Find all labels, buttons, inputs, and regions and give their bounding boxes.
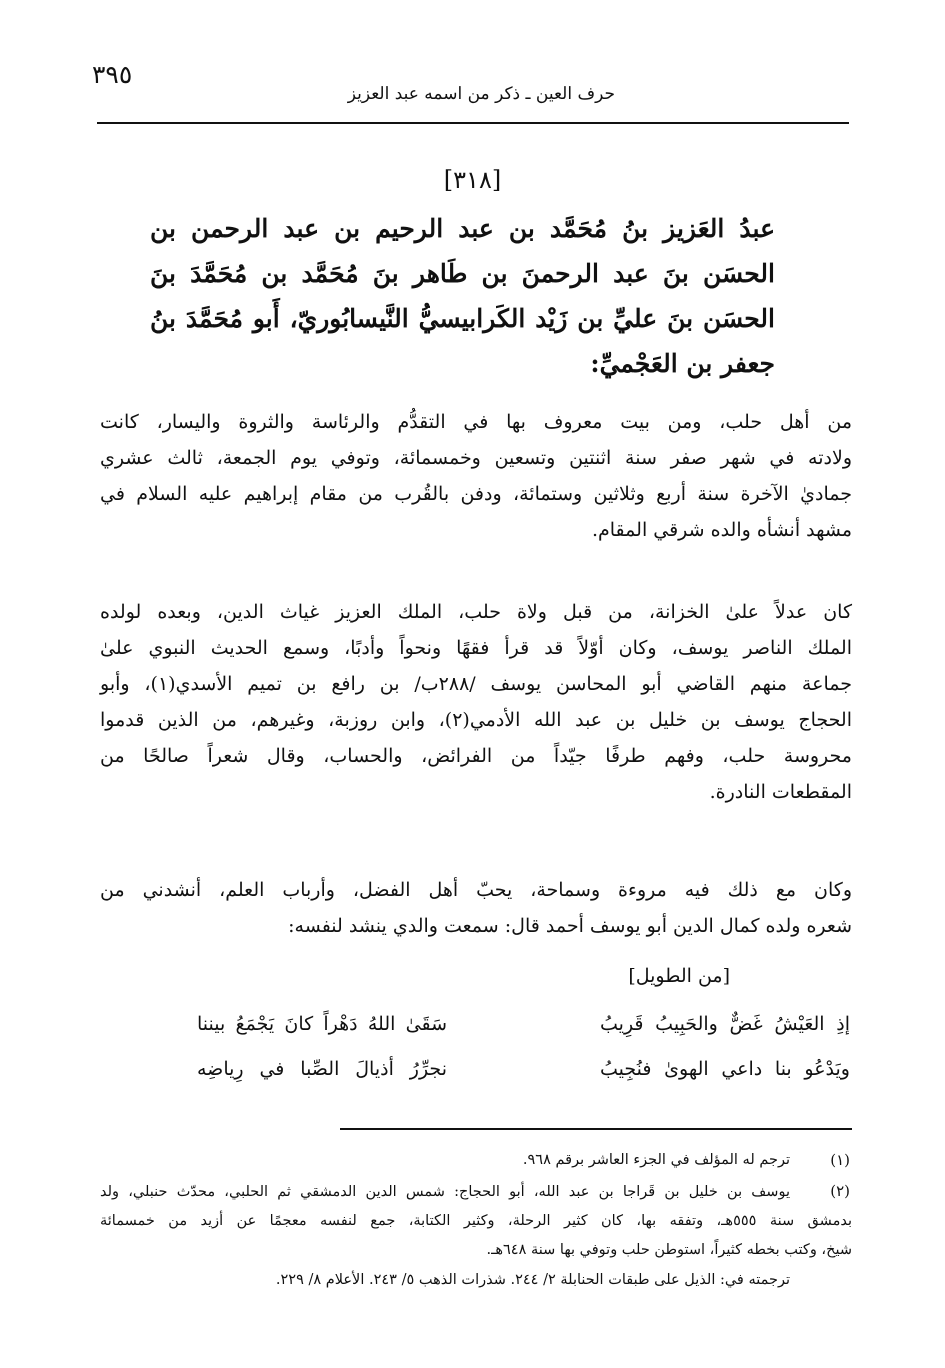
footnote-1-mark: (١) (830, 1151, 850, 1169)
entry-title-line: الحسَن بنَ عبد الرحمنَ بن طَاهر بنَ مُحَمَّد بن مُحَمَّدَ بنَ (150, 259, 775, 288)
text-line: ولادته في شهر صفر سنة اثنتين وتسعين وخمسمائة، وتوفي يوم الجمعة، ثالث عشري (100, 447, 852, 469)
verse-2-second-hemistich (600, 1058, 850, 1080)
hemistich-text: نجرِّرُ أذيالَ الصِّبا في رِياضِه (197, 1058, 447, 1080)
footnote-2-line: بدمشق سنة ٥٥٥هـ، وتفقه بها، كان كثير الرحلة، وكثير الكتابة، جمع لنفسه معجمًا عن أزيد من خمسمائة (100, 1213, 852, 1229)
hemistich-text: ويَدْعُو بنا داعي الهوىٰ فنُجِيبُ (600, 1058, 850, 1080)
verse-2-first-hemistich (197, 1058, 447, 1080)
running-head: حرف العين ـ ذكر من اسمه عبد العزيز (347, 84, 615, 104)
verse-1-first-hemistich (197, 1013, 447, 1035)
text-line: كان عدلاً علىٰ الخزانة، من قبل ولاة حلب، الملك العزيز غياث الدين، وبعده لولده (100, 601, 852, 623)
entry-number: [٣١٨] (443, 166, 502, 194)
footnote-2-line: يوسف بن خليل بن قَراجا بن عبد الله، أبو الحجاج: شمس الدين الدمشقي ثم الحلبي، محدّث حنبلي، ولد (100, 1184, 790, 1200)
poem-meter: [من الطويل] (628, 965, 730, 987)
text-line: وكان مع ذلك فيه مروءة وسماحة، يحبّ أهل الفضل، وأرباب العلم، أنشدني من (100, 879, 852, 901)
entry-title-line: جعفر بن العَجْميِّ: (590, 349, 775, 378)
page-number: ٣٩٥ (92, 60, 133, 89)
hemistich-text: إذِ العَيْشُ غَضٌّ والحَبِيبُ قَرِيبُ (600, 1013, 850, 1035)
paragraph-career (100, 594, 852, 810)
footnote-2-line: ترجمته في: الذيل على طبقات الحنابلة ٢/ ٢٤٤. شذرات الذهب ٥/ ٢٤٣. الأعلام ٨/ ٢٢٩. (275, 1272, 790, 1288)
footnote-rule (340, 1128, 852, 1130)
text-line: شعره ولده كمال الدين أبو يوسف أحمد قال: سمعت والدي ينشد لنفسه: (288, 915, 852, 937)
text-line: محروسة حلب، وفهم طرفًا جيّداً من الفرائض، والحساب، وقال شعراً صالحًا من (100, 745, 852, 767)
header-rule (97, 122, 849, 124)
text-line: مشهد أنشأه والده شرقي المقام. (591, 519, 852, 541)
verse-1-second-hemistich (600, 1013, 850, 1035)
text-line: جماديٰ الآخرة سنة أربع وثلاثين وستمائة، ودفن بالقُرب من مقام إبراهيم عليه السلام في (100, 483, 852, 505)
paragraph-poetry-intro (100, 872, 852, 944)
text-line: الحجاج يوسف بن خليل بن عبد الله الأدمي(٢)، وابن روزبة، وغيرهم، من الذين قدموا (100, 709, 852, 731)
text-line: المقطعات النادرة. (709, 781, 852, 803)
text-line: من أهل حلب، ومن بيت معروف بها في التقدُّم والرئاسة والثروة واليسار، كانت (100, 411, 852, 433)
text-line: جماعة منهم القاضي أبو المحاسن يوسف /٢٨٨ب/ بن رافع بن تميم الأسدي(١)، وأبو (100, 673, 852, 695)
entry-title-line: عبدُ العَزيز بنُ مُحَمَّد بن عبد الرحيم بن عبد الرحمن بن (150, 214, 775, 243)
paragraph-biography (100, 404, 852, 548)
footnote-2-line: شيخ، وكتب بخطه كثيراً، استوطن حلب وتوفي بها سنة ٦٤٨هـ. (486, 1242, 852, 1258)
hemistich-text: سَقَىٰ اللهُ دَهْراً كانَ يَجْمَعُ بيننا (197, 1013, 447, 1035)
footnote-2-mark: (٢) (830, 1182, 850, 1200)
entry-title (150, 206, 775, 386)
text-line: الملك الناصر يوسف، وكان أوّلاً قد قرأ فقهًا ونحواً وأدبًا، وسمع الحديث النبوي علىٰ (100, 637, 852, 659)
entry-title-line: الحسَن بنَ عليِّ بن زَيْد الكَرابيسيُّ النَّيسابُوريّ، أَبو مُحَمَّدَ بنُ (150, 304, 775, 333)
footnote-1-text: ترجم له المؤلف في الجزء العاشر برقم ٩٦٨. (522, 1152, 790, 1168)
